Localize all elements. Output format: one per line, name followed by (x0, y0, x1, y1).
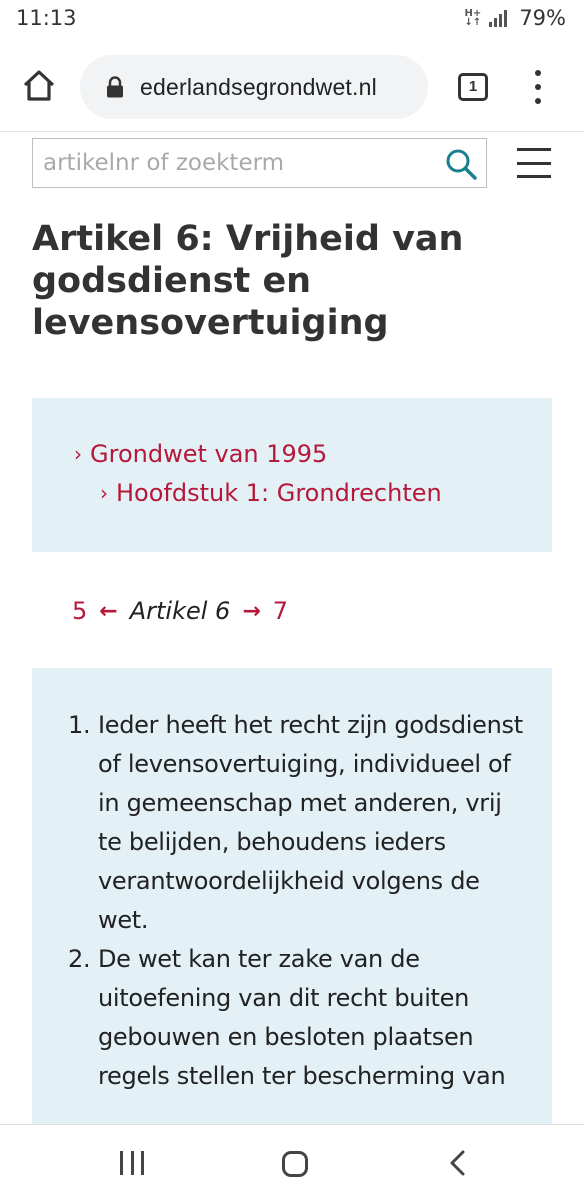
chevron-right-icon: › (100, 481, 108, 505)
address-bar[interactable] (80, 55, 428, 119)
hamburger-icon[interactable] (517, 148, 551, 178)
paragraph-text: Ieder heeft het recht zijn godsdienst of levensovertuiging, individueel of in gemeenschap met anderen, vrij te belijden, behoudens ieders verantwoordelijkheid volgens de wet. (98, 711, 523, 934)
more-vert-icon[interactable] (530, 70, 546, 104)
breadcrumb-link-grondwet[interactable]: › Grondwet van 1995 (74, 440, 328, 468)
tab-switcher-button[interactable]: 1 (458, 73, 488, 101)
paragraph-text: De wet kan ter zake van de uitoefening van dit recht buiten gebouwen en besloten plaatsen regels stellen ter bescherming van (98, 945, 506, 1090)
article-paragraph (68, 940, 528, 1096)
home-icon[interactable] (20, 66, 58, 104)
search-icon[interactable] (442, 145, 480, 183)
battery-level: 79% (519, 6, 566, 30)
recent-apps-icon[interactable] (120, 1151, 144, 1175)
search-box (32, 138, 487, 188)
article-paragraph (68, 706, 528, 940)
next-article-link[interactable]: 7 (272, 597, 289, 625)
previous-article-link[interactable]: 5 (72, 597, 88, 625)
page-title: Artikel 6: Vrijheid van godsdienst en levensovertuiging (32, 219, 464, 343)
article-paragraph-list (68, 706, 528, 1096)
article-pagination (72, 594, 288, 628)
article-content (32, 668, 552, 1128)
url-text: ederlandsegrondwet.nl (140, 73, 377, 100)
breadcrumb-link-hoofdstuk[interactable]: › Hoofdstuk 1: Grondrechten (100, 479, 442, 507)
search-input[interactable] (33, 139, 433, 187)
status-bar (0, 0, 584, 42)
arrow-right-icon[interactable]: → (242, 598, 261, 624)
network-type-icon: H+ ↓↑ (464, 8, 482, 28)
paragraph-number: 2. (68, 945, 91, 973)
paragraph-number: 1. (68, 711, 91, 739)
browser-toolbar (0, 42, 584, 132)
back-icon[interactable] (446, 1149, 470, 1177)
status-indicators (465, 6, 566, 30)
arrow-left-icon[interactable]: ← (99, 598, 118, 624)
current-article-label: Artikel 6 (129, 597, 231, 625)
system-home-icon[interactable] (282, 1151, 308, 1177)
signal-icon (489, 9, 511, 27)
status-time: 11:13 (16, 6, 77, 30)
chevron-right-icon: › (74, 442, 82, 466)
lock-icon (106, 76, 124, 98)
breadcrumb (32, 398, 552, 552)
system-navigation-bar (0, 1124, 584, 1200)
